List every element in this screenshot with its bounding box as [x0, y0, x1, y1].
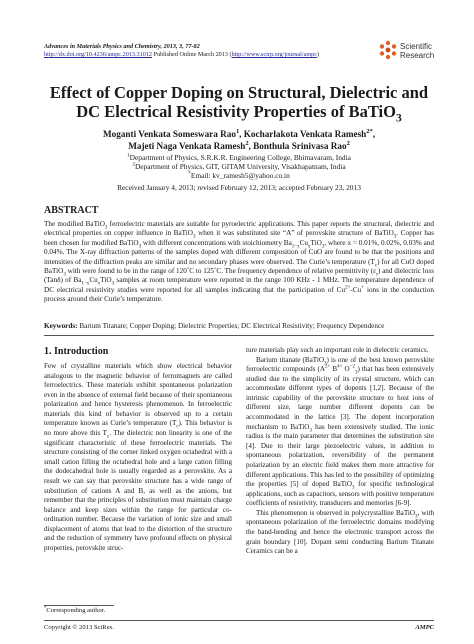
keywords-divider — [44, 335, 434, 336]
affiliation-1: $^1$Department of Physics, S.R.K.R. Engineering College, Bhimavaram, India — [127, 152, 351, 162]
published-text: Published Online March 2013 ( — [152, 51, 232, 58]
doi-link[interactable]: http://dx.doi.org/10.4236/ampc.2013.31012 — [44, 51, 152, 58]
intro-left-column — [44, 362, 232, 554]
title-line-1: Effect of Copper Doping on Structural, Dielectric and — [49, 83, 429, 102]
footer-divider — [44, 620, 434, 621]
authors-line-2: Majeti Naga Venkata Ramesh$^2$, Bonthula Srinivasa Rao$^2$ — [128, 139, 350, 151]
author-4: Bonthula Srinivasa Rao — [253, 141, 347, 151]
authors-line-1: Moganti Venkata Someswara Rao$^1$, Kocharlakota Venkata Ramesh$^{2*}$, — [102, 127, 376, 139]
abstract-heading: ABSTRACT — [44, 205, 99, 216]
title-line-2: DC Electrical Resistivity Properties of BaTiO$_3$ — [76, 102, 402, 125]
author-1: Moganti Venkata Someswara Rao — [102, 129, 236, 139]
intro-heading: 1. Introduction — [44, 346, 109, 357]
intro-paragraph-continued: ture materials play such an important role in dielectric ceramics. — [246, 346, 429, 354]
abstract-text: The modified BaTiO$_3$ ferroelectric materials are suitable for pyroelectric applications. This paper reports the structural, dielectric and electrical properties on copper influence in BaTiO$_3$ when it was substituted site “A” of perovskite structure of BaTiO$_3$. Copper has been chosen for modified BaTiO$_3$ with different concentrations with stoichiometry $Ba_{1-x}Cu_xTiO_3$, where x = 0.01%, 0.02%, 0.03% and 0.04%. The X-ray diffraction patterns of the samples doped with different composition of CuO are found to be that the positions and intensities of the diffraction peaks are similar and no secondary phases were observed. The Curie’s temperature $(T_c)$ for all CuO doped BaTiO$_3$ with were found to be in the range of 120˚C to 125˚C. The frequency dependence of relative permittivity $(\varepsilon_r)$ and dielectric loss (Tanδ) of $Ba_{1-x}Cu_xTiO_3$ samples at room temperature were reported in the range 100 KHz - 1 MHz. The temperature dependence of DC electrical resistivity studies were reported for all samples indicating that the participation of $Cu^{2+}-Cu^+$ ions in the conduction process around their Curie’s temperature. — [44, 220, 435, 304]
footer-copyright: Copyright © 2013 SciRes. — [44, 624, 114, 631]
intro-paragraph-2: Barium titanate (BaTiO$_3$) is one of the best known perovskite ferroelectric compounds ($A^{2+}$ $B^{4+}$ $O^{-2}_3$) that has been extensively studied due to the simplicity of its crystal structure, which can accommodate different types of dopents [1,2]. Because of the intrinsic capability of the perovskite structure to host ions of different size, large number different dopents can be accommodated in the lattice [3]. The dopent incorporation mechanism to BaTiO$_3$ has been extensively studied. The ionic radius is the main parameter that determines the substitution site [4]. Due to their large piezoelectric values, in addition to spontaneous polarization, reversibility of the permanent polarization by an electric field makes them more attractive for different applications. This has led to the possibility of optimizing the properties [5] of doped BaTiO$_3$ for specific technological applications, such as capacitors, sensors with positive temperature coefficients of resistivity, transducers and memories [6-9]. — [246, 355, 434, 508]
received-dates: Received January 4, 2013; revised February 12, 2013; accepted February 23, 2013 — [117, 183, 361, 192]
journal-header — [44, 43, 200, 51]
footnote-divider — [44, 605, 114, 606]
intro-paragraph-3: This phenomenon is observed in polycrystalline BaTiO$_3$, with spontaneous polarization of the ferroelectric domains modifying the band-bending and hence the electronic transport across the grain boundary [10]. Dopant semi conducting Barium Titanate Ceramics can be a — [246, 508, 434, 556]
author-2: Kocharlakota Venkata Ramesh — [243, 129, 367, 139]
keywords-label: Keywords: — [44, 322, 78, 330]
intro-right-column — [246, 346, 434, 557]
intro-paragraph-1: Few of crystalline materials which show electrical behavior analogous to the magnetic behavior of ferromagnets are called ferroelectrics. These materials exhibit spontaneous polarization even in the absence of external field because of their spontaneous polarization and hence hysteresis phenomenon. In ferroelectric materials this kind of behavior is observed up to a certain temperature known as Curie’s temperature $(T_c)$. This behavior is no more above this $T_c$. The dielectric non linearity is one of the significant characteristic of these ferroelectric materials. The structure consisting of the corner linked oxygen octahedral with a small cation filling the octahedral hole and a large cation filling the dodecahedral hole is usually regarded as a perovskite. As a result we can say that perovskite structure has a wide range of substitution of cations A and B, as well as the anions, but remember that the principles of substitution must maintain charge balance and keep sizes within the range for particular co-ordination number. Because the variation of ionic size and small displacement of atoms that lead to the distortion of the structure and the reduction of symmetry have profound effects on physical properties, perovskite struc- — [44, 362, 233, 552]
journal-name: Advances in Materials Physics and Chemistry — [44, 43, 161, 50]
scirp-logo-icon — [378, 40, 398, 60]
logo-line-2: Research — [400, 51, 435, 60]
journal-citation: , 2013, 3, 77-82 — [160, 43, 200, 50]
published-close: ) — [317, 51, 320, 58]
doi-line — [44, 51, 319, 59]
scientific-research-logo — [378, 40, 458, 62]
paper-title — [44, 83, 434, 125]
author-3: Majeti Naga Venkata Ramesh — [128, 141, 246, 151]
keywords — [44, 322, 434, 331]
footer-journal-abbrev: AMPC — [415, 624, 434, 631]
footnote: *Corresponding author. — [44, 604, 106, 614]
logo-line-1: Scientific — [400, 42, 433, 51]
affiliation-2: $^2$Department of Physics, GIT, GITAM University, Visakhapatnam, India — [132, 161, 346, 171]
journal-site-link[interactable]: http://www.scirp.org/journal/ampc — [231, 51, 317, 58]
author-email: *Email: kv_ramesh5@yahoo.co.in — [188, 170, 290, 180]
keywords-text: Barium Titanate; Copper Doping; Dielectric Properties; DC Electrical Resistivity; Frequency Dependence — [77, 322, 385, 330]
